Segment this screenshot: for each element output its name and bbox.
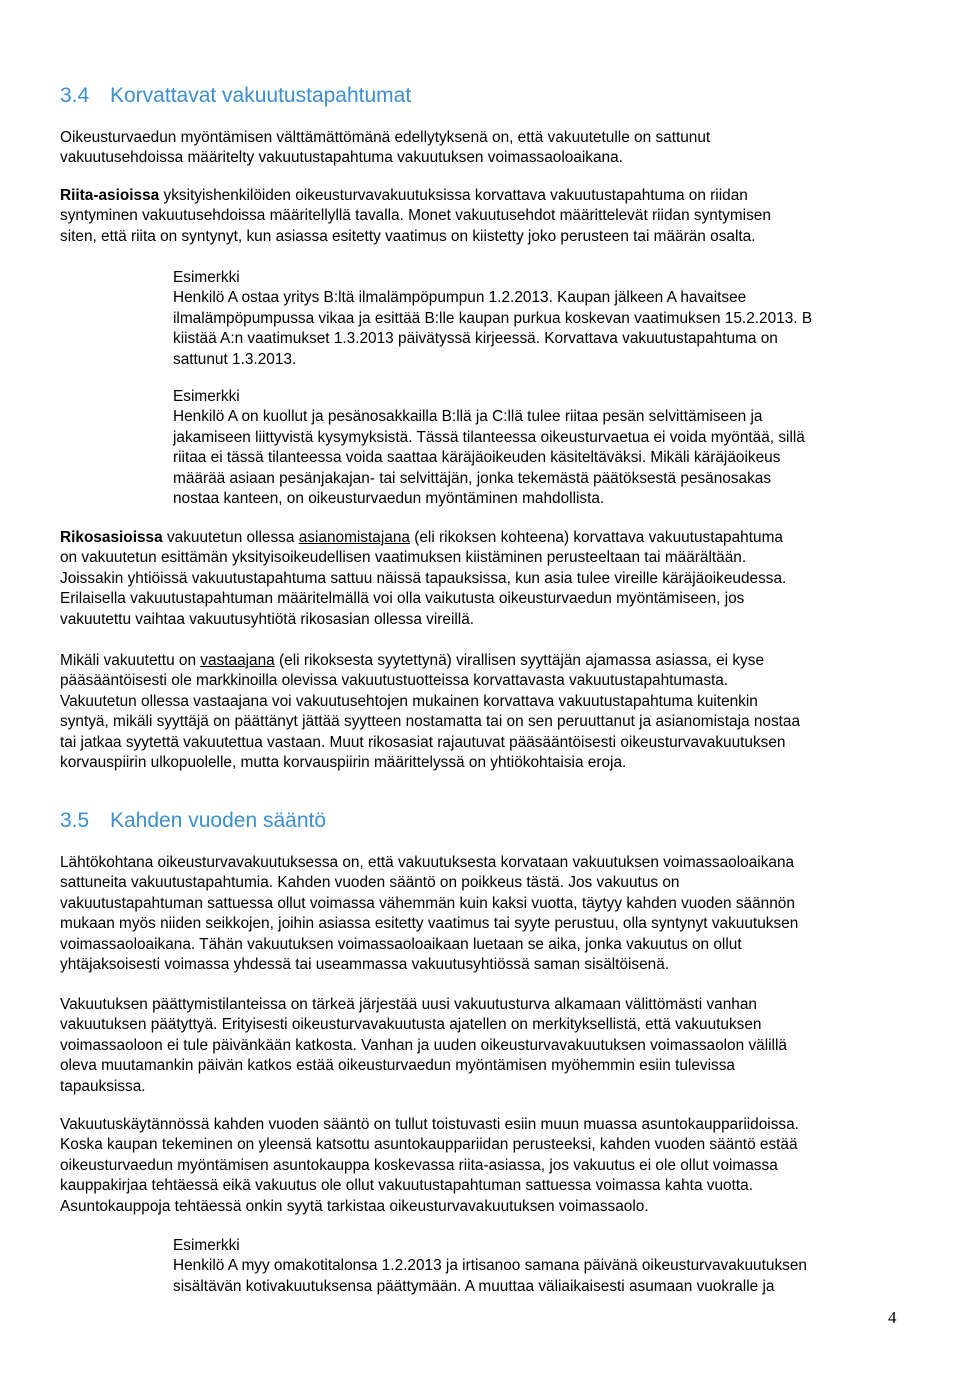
text-line: oleva muutamankin päivän katkos estää oikeusturvaedun myöntämisen myöhemmin esiin tulevissa [60,1057,735,1075]
text-line: korvauspiirin ulkopuolelle, mutta korvauspiirin määrittelyssä on yhtiökohtaisia eroja. [60,753,627,771]
text-line: tapauksissa. [60,1077,146,1095]
text-run: (eli rikoksesta syytettynä) virallisen syyttäjän ajamassa asiassa, ei kyse [274,652,765,669]
text-line: vakuutuksen päätyttyä. Erityisesti oikeusturvavakuutusta ajatellen on merkityksellistä, että vakuutuksen [60,1016,762,1034]
text-line: vakuutustapahtuman sattuessa ollut voimassa vähemmän kuin kaksi vuotta, täytyy kahden vuoden säännön [60,894,795,912]
text-line: yhtäjaksoisesti voimassa yhdessä tai useammassa vakuutusyhtiössä saman sisältöisenä. [60,955,670,973]
text-line: Vakuutuksen päättymistilanteissa on tärkeä järjestää uusi vakuutusturva alkamaan välittömästi vanhan [60,996,757,1013]
paragraph [60,1115,799,1217]
text-run: (eli rikoksen kohteena) korvattava vakuutustapahtuma [409,529,783,546]
example-box [173,387,805,509]
example-label: Esimerkki [173,269,240,286]
paragraph [60,995,787,1097]
text-line: Vakuutetun ollessa vastaajana voi vakuutusehtojen mukainen korvattava vakuutustapahtuma kuitenkin [60,692,758,710]
example-label: Esimerkki [173,1237,240,1254]
section-title: Kahden vuoden sääntö [110,809,327,832]
text-run: vakuutetun ollessa [162,529,299,546]
paragraph [60,651,800,773]
paragraph [60,186,771,247]
example-label: Esimerkki [173,388,240,405]
text-line: vakuutettu vaihtaa vakuutusyhtiötä rikosasian ollessa vireillä. [60,610,475,628]
text-line: vakuutusehdoissa määritelty vakuutustapahtuma vakuutuksen voimassaoloaikana. [60,149,623,167]
text-line: syntyä, mikäli syyttäjä on päättänyt jättää syytteen nostamatta tai on sen peruuttanut ja asianomistaja nostaa [60,713,801,731]
text-line [60,528,786,548]
text-run: yksityishenkilöiden oikeusturvavakuutuksissa korvattava vakuutustapahtuma on riidan [159,187,748,204]
text-line: Asuntokauppoja tehtäessä onkin syytä tarkistaa oikeusturvavakuutuksen voimassaolo. [60,1197,649,1215]
text-line: Henkilö A myy omakotitalonsa 1.2.2013 ja irtisanoo samana päivänä oikeusturvavakuutuksen [173,1257,807,1275]
text-line: Joissakin yhtiöissä vakuutustapahtuma sattuu näissä tapauksissa, kun asia tulee vireille käräjäoikeudessa. [60,569,787,587]
underlined-term: vastaajana [200,652,275,669]
example-box [173,268,812,370]
text-line: määrää asiaan pesänjakajan- tai selvittäjän, jonka tekemästä päätöksestä pesänosakas [173,469,772,487]
section-title: Korvattavat vakuutustapahtumat [110,84,412,107]
bold-term: Rikosasioissa [60,529,163,546]
text-line: kauppakirjaa tehtäessä eikä vakuutus ole ollut vakuutustapahtuman sattuessa voimassa kahta vuotta. [60,1177,753,1195]
text-line: Henkilö A on kuollut ja pesänosakkailla B:llä ja C:llä tulee riitaa pesän selvittämiseen ja [173,408,763,426]
text-line: Vakuutuskäytännössä kahden vuoden sääntö on tullut toistuvasti esiin muun muassa asuntokauppariidoissa. [60,1116,799,1133]
text-line: riitaa ei tässä tilanteessa voida saattaa käräjäoikeuden käsiteltäväksi. Mikäli käräjäoikeus [173,449,781,467]
paragraph [60,128,710,169]
text-run: Mikäli vakuutettu on [60,652,201,669]
page-number: 4 [888,1308,897,1327]
text-line: sisältävän kotivakuutuksensa päättymään. A muuttaa väliaikaisesti asumaan vuokralle ja [173,1277,775,1295]
text-line: Oikeusturvaedun myöntämisen välttämättömänä edellytyksenä on, että vakuutetulle on sattunut [60,129,711,146]
text-line: nostaa kanteen, on oikeusturvaedun myöntäminen mahdollista. [173,489,605,507]
text-line: kiistää A:n vaatimukset 1.3.2013 päivätyssä kirjeessä. Korvattava vakuutustapahtuma on [173,330,778,348]
text-line: Henkilö A ostaa yritys B:ltä ilmalämpöpumpun 1.2.2013. Kaupan jälkeen A havaitsee [173,289,747,307]
section-heading-3-5 [60,809,326,833]
section-heading-3-4 [60,84,411,108]
text-line: jakamiseen liittyvistä kysymyksistä. Tässä tilanteessa oikeusturvaetua ei voida myöntää, sillä [173,428,805,446]
underlined-term: asianomistajana [298,529,410,546]
text-line: ilmalämpöpumpussa vikaa ja esittää B:lle kaupan purkua koskevan vaatimuksen 15.2.2013. B [173,309,813,327]
text-line: mukaan myös niiden seikkojen, joihin asiassa esitetty vaatimus tai syyte perustuu, olla syntynyt vakuutuksen [60,915,799,933]
text-line: Erilaisella vakuutustapahtuman määritelmällä voi olla vaikutusta oikeusturvaedun myöntämiseen, jos [60,590,745,608]
text-line: voimassaoloon ei tule päivänkään katkosta. Vanhan ja uuden oikeusturvavakuutuksen voimassaolon välillä [60,1036,787,1054]
text-line: on vakuutetun esittämän yksityisoikeudellisen vaatimuksen kiistäminen perusteeltaan tai määrältään. [60,549,747,567]
paragraph [60,853,798,975]
text-line: Lähtökohtana oikeusturvavakuutuksessa on, että vakuutuksesta korvataan vakuutuksen voimassaoloaikana [60,854,795,871]
paragraph [60,528,786,630]
example-box [173,1236,807,1297]
text-line: siten, että riita on syntynyt, kun asiassa esitetty vaatimus on kiistetty joko perusteen tai määrän osalta. [60,227,756,245]
text-line: voimassaoloaikana. Tähän vakuutuksen voimassaoloaikaan luetaan se aika, jonka vakuutus on ollut [60,935,742,953]
text-line: pääsääntöisesti ole markkinoilla olevissa vakuutustuotteissa korvattavasta vakuutustapahtumasta. [60,672,729,690]
section-number: 3.5 [60,809,90,832]
text-line: Koska kaupan tekeminen on yleensä katsottu asuntokauppariidan perusteeksi, kahden vuoden sääntö estää [60,1136,798,1154]
text-line [60,186,771,206]
bold-term: Riita-asioissa [60,187,160,204]
text-line: sattuneita vakuutustapahtumia. Kahden vuoden sääntö on poikkeus tästä. Jos vakuutus on [60,874,680,892]
text-line: syntyminen vakuutusehdoissa määritellyllä tavalla. Monet vakuutusehdot määrittelevät riidan syntymisen [60,207,771,225]
text-line: oikeusturvaedun myöntämisen asuntokauppa koskevassa riita-asiassa, jos vakuutus ei ole ollut voimassa [60,1156,778,1174]
section-number: 3.4 [60,84,90,107]
text-line: tai jatkaa syytettä vakuutettua vastaan. Muut rikosasiat rajautuvat pääsääntöisesti oikeusturvavakuutuksen [60,733,786,751]
text-line [60,651,800,671]
text-line: sattunut 1.3.2013. [173,350,297,368]
